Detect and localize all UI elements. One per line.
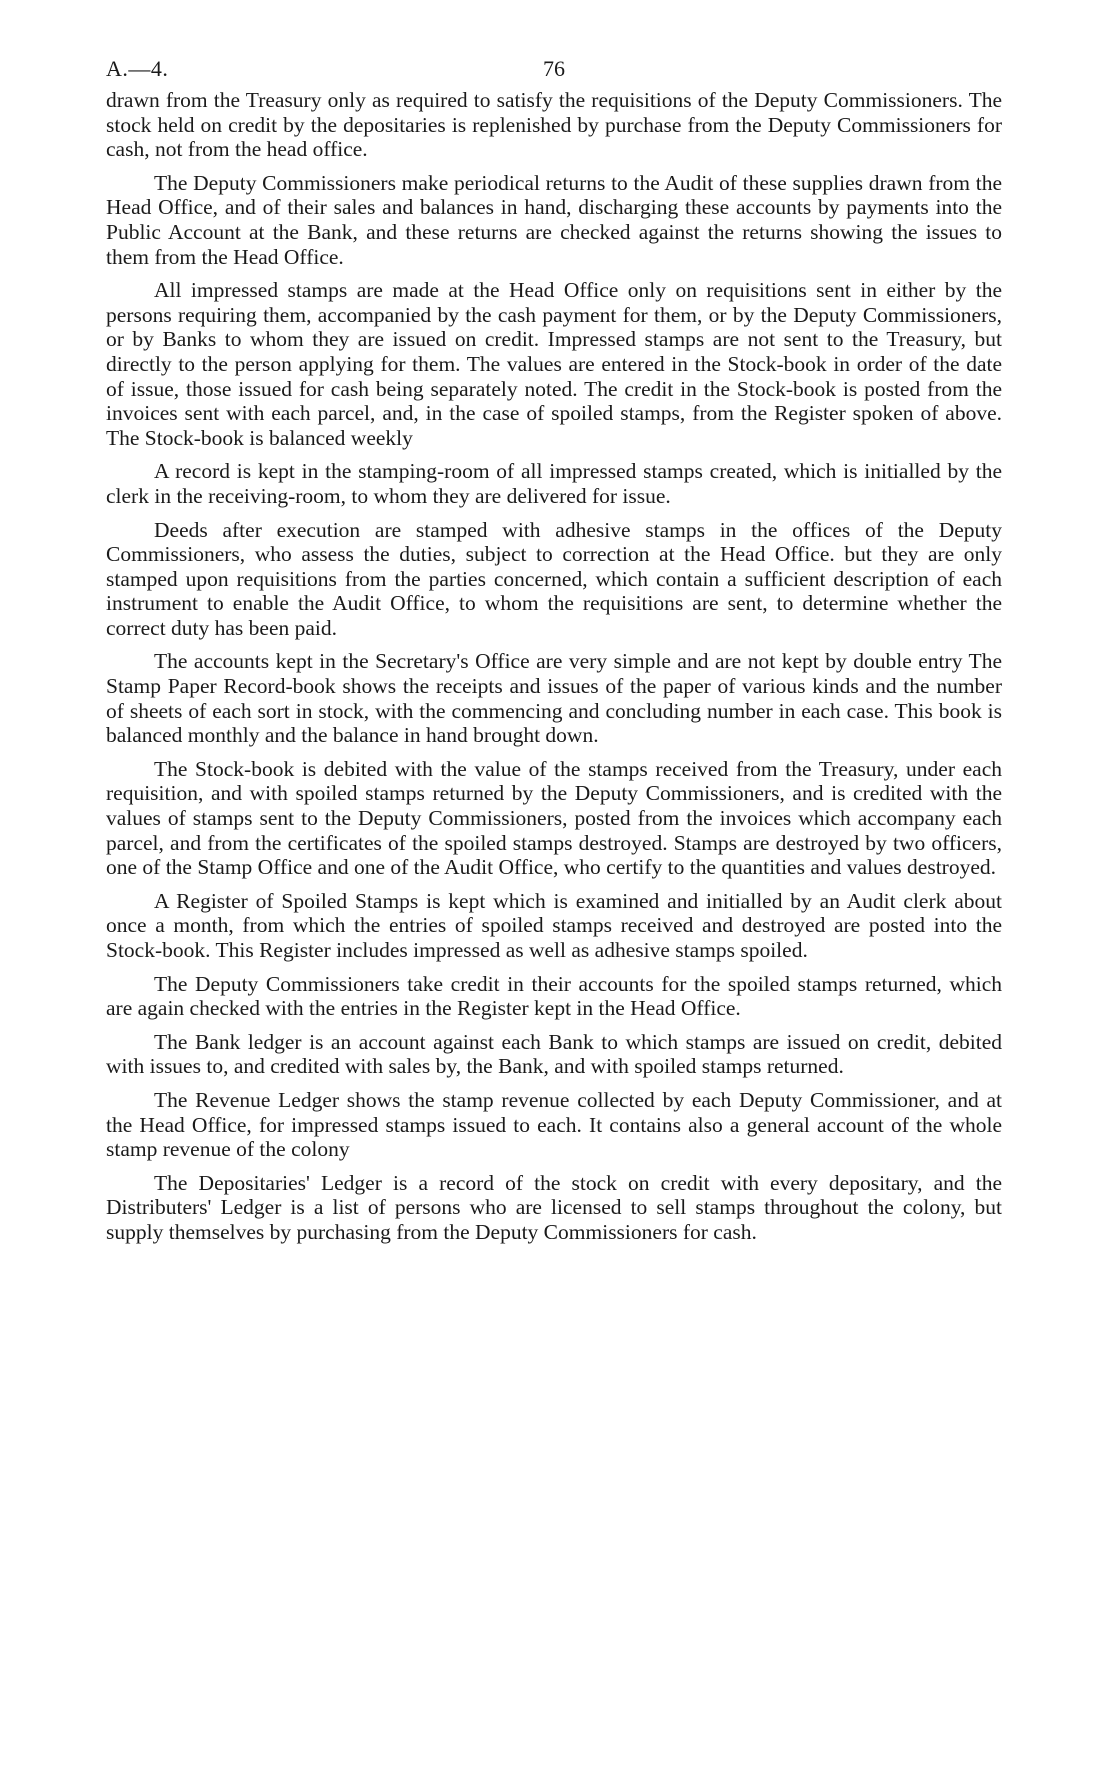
- paragraph-deeds: Deeds after execution are stamped with adhesive stamps in the offices of the Deputy Commissioners, who assess the duties, subject to correction at the Head Office. but they are only stamped upon requisitions from the parties concerned, which contain a sufficient description of each instrument to enable the Audit Office, to whom the requisitions are sent, to determine whether the correct duty has been paid.: [106, 517, 1002, 640]
- paragraph-stamping-room-record: A record is kept in the stamping-room of all impressed stamps created, which is initialled by the clerk in the receiving-room, to whom they are delivered for issue.: [106, 459, 1002, 508]
- paragraph-returns: The Deputy Commissioners make periodical returns to the Audit of these supplies drawn from the Head Office, and of their sales and balances in hand, discharging these accounts by payments into the Public Account at the Bank, and these returns are checked against the returns showing the issues to them from the Head Office.: [106, 170, 1002, 269]
- page-number: 76: [543, 56, 565, 81]
- document-page: [106, 52, 1002, 1254]
- document-reference: A.—4.: [106, 56, 169, 81]
- paragraph-stock-book: The Stock-book is debited with the value of the stamps received from the Treasury, under each requisition, and with spoiled stamps returned by the Deputy Commissioners, and is credited with the values of stamps sent to the Deputy Commissioners, posted from the invoices which accompany each parcel, and from the certificates of the spoiled stamps destroyed. Stamps are destroyed by two officers, one of the Stamp Office and one of the Audit Office, who certify to the quantities and values destroyed.: [106, 756, 1002, 880]
- paragraph-secretary-accounts: The accounts kept in the Secretary's Office are very simple and are not kept by double entry The Stamp Paper Record-book shows the receipts and issues of the paper of various kinds and the number of sheets of each sort in stock, with the commencing and concluding number in each case. This book is balanced monthly and the balance in hand brought down.: [106, 649, 1002, 748]
- paragraph-continuation: drawn from the Treasury only as required to satisfy the requisitions of the Deputy Commissioners. The stock held on credit by the depositaries is replenished by purchase from the Deputy Commissioners for cash, not from the head office.: [106, 88, 1002, 162]
- paragraph-bank-ledger: The Bank ledger is an account against each Bank to which stamps are issued on credit, debited with issues to, and credited with sales by, the Bank, and with spoiled stamps returned.: [106, 1029, 1002, 1079]
- body-text: [106, 88, 1002, 1245]
- paragraph-depositaries-ledger: The Depositaries' Ledger is a record of the stock on credit with every depositary, and the Distributers' Ledger is a list of persons who are licensed to sell stamps throughout the colony, but supply themselves by purchasing from the Deputy Commissioners for cash.: [106, 1170, 1002, 1244]
- paragraph-impressed-stamps: All impressed stamps are made at the Head Office only on requisitions sent in either by the persons requiring them, accompanied by the cash payment for them, or by the Deputy Commissioners, or by Banks to whom they are issued on credit. Impressed stamps are not sent to the Treasury, but directly to the person applying for them. The values are entered in the Stock-book in order of the date of issue, those issued for cash being separately noted. The credit in the Stock-book is posted from the invoices sent with each parcel, and, in the case of spoiled stamps, from the Register spoken of above. The Stock-book is balanced weekly: [106, 278, 1002, 450]
- paragraph-spoiled-register: A Register of Spoiled Stamps is kept which is examined and initialled by an Audit clerk about once a month, from which the entries of spoiled stamps received and destroyed are posted into the Stock-book. This Register includes impressed as well as adhesive stamps spoiled.: [106, 888, 1002, 962]
- page-header: [106, 52, 1002, 88]
- paragraph-deputy-credit: The Deputy Commissioners take credit in their accounts for the spoiled stamps returned, which are again checked with the entries in the Register kept in the Head Office.: [106, 971, 1002, 1021]
- paragraph-revenue-ledger: The Revenue Ledger shows the stamp revenue collected by each Deputy Commissioner, and at the Head Office, for impressed stamps issued to each. It contains also a general account of the whole stamp revenue of the colony: [106, 1087, 1002, 1162]
